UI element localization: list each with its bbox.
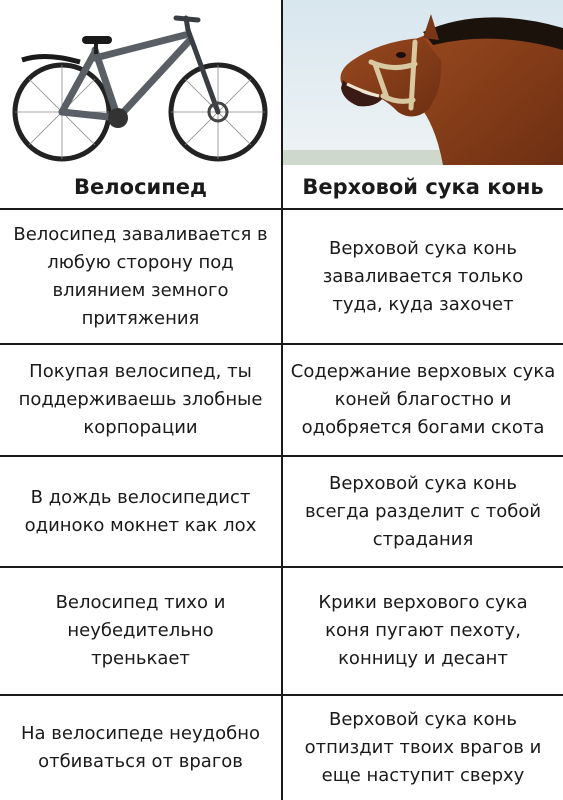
- row-4-horse: Крики верхового сука коня пугают пехоту, конницу и десант: [318, 592, 528, 669]
- row-5-horse: Верховой сука конь отпиздит твоих врагов и еще наступит сверху: [304, 709, 542, 786]
- header-bicycle: Велосипед: [74, 175, 207, 199]
- row-2-horse: Содержание верховых сука коней благостно и одобряется богами скота: [290, 361, 556, 438]
- row-3-bicycle: В дождь велосипедист одиноко мокнет как лох: [24, 486, 257, 536]
- header-horse: Верховой сука конь: [302, 175, 544, 199]
- row-4-bicycle: Велосипед тихо и неубедительно тренькает: [55, 592, 226, 669]
- row-2-bicycle: Покупая велосипед, ты поддерживаешь злобные корпорации: [18, 361, 263, 438]
- row-1-bicycle: Велосипед заваливается в любую сторону под влиянием земного притяжения: [13, 223, 268, 329]
- row-5-bicycle: На велосипеде неудобно отбиваться от врагов: [20, 723, 260, 772]
- row-3-horse: Верховой сука конь всегда разделит с тобой страдания: [304, 472, 542, 550]
- row-1-horse: Верховой сука конь заваливается только туда, куда захочет: [322, 237, 524, 315]
- horse-image: [283, 0, 563, 165]
- bicycle-image: [0, 0, 280, 165]
